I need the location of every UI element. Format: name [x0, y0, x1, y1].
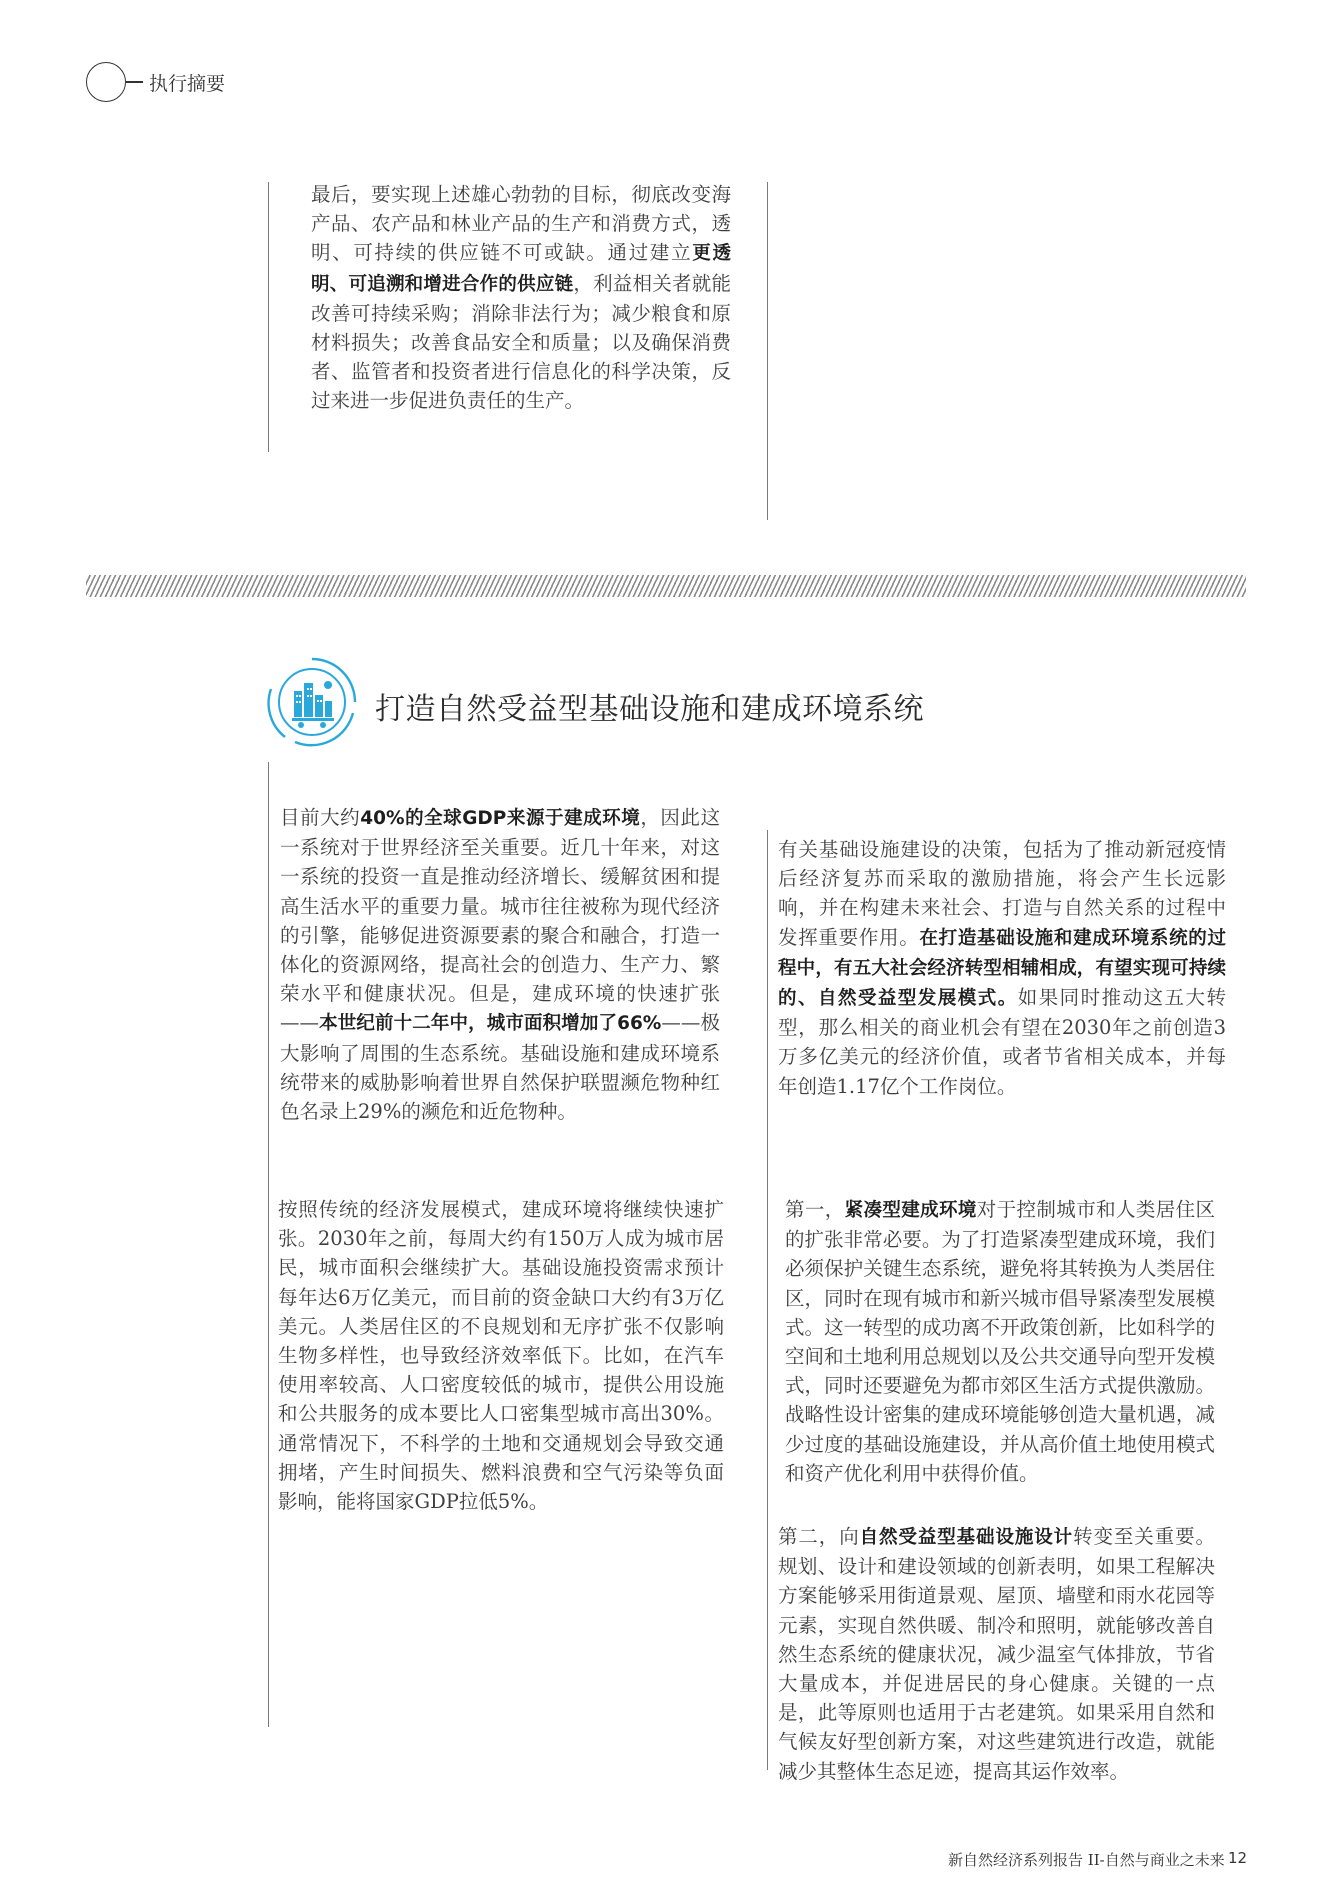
divider-line [268, 182, 269, 452]
bold-highlight: 本世纪前十二年中，城市面积增加了66% [319, 1013, 662, 1035]
bold-highlight: 在打造基础设施和建成环境系统的过程中，有五大社会经济转型相辅相成，有望实现可持续的、自然受益型发展模式。 [778, 927, 1226, 1010]
paragraph-supply-chain: 最后，要实现上述雄心勃勃的目标，彻底改变海产品、农产品和林业产品的生产和消费方式，透明、可持续的供应链不可或缺。通过建立更透明、可追溯和增进合作的供应链，利益相关者就能改善可持续采购；消除非法行为；减少粮食和原材料损失；改善食品安全和质量；以及确保消费者、监管者和投资者进行信息化的科学决策，反过来进一步促进负责任的生产。 [311, 183, 731, 413]
bold-highlight: 紧凑型建成环境 [844, 1200, 977, 1221]
page-number: 12 [1228, 1849, 1248, 1867]
divider-line [767, 182, 768, 520]
divider-line [268, 762, 269, 1727]
hatched-divider [86, 575, 1246, 597]
paragraph-compact-environment: 第一，紧凑型建成环境对于控制城市和人类居住区的扩张非常必要。为了打造紧凑型建成环境，我们必须保护关键生态系统，避免将其转换为人类居住区，同时在现有城市和新兴城市倡导紧凑型发展模式。这一转型的成功离不开政策创新，比如科学的空间和土地利用总规划以及公共交通导向型开发模式，同时还要避免为都市郊区生活方式提供激励。战略性设计密集的建成环境能够创造大量机遇，减少过度的基础设施建设，并从高价值土地使用模式和资产优化利用中获得价值。 [785, 1198, 1215, 1485]
section-title: 打造自然受益型基础设施和建成环境系统 [375, 692, 924, 727]
paragraph-nature-positive-design: 第二，向自然受益型基础设施设计转变至关重要。规划、设计和建设领域的创新表明，如果工程解决方案能够采用街道景观、屋顶、墙壁和雨水花园等元素，实现自然供暖、制冷和照明，就能够改善自然生态系统的健康状况，减少温室气体排放，节省大量成本，并促进居民的身心健康。关键的一点是，此等原则也适用于古老建筑。如果采用自然和气候友好型创新方案，对这些建筑进行改造，就能减少其整体生态足迹，提高其运作效率。 [778, 1525, 1215, 1783]
paragraph-traditional-model: 按照传统的经济发展模式，建成环境将继续快速扩张。2030年之前，每周大约有150万人成为城市居民，城市面积会继续扩大。基础设施投资需求预计每年达6万亿美元，而目前的资金缺口大约有3万亿美元。人类居住区的不良规划和无序扩张不仅影响生物多样性，也导致经济效率低下。比如，在汽车使用率较高、人口密度较低的城市，提供公用设施和公共服务的成本要比人口密集型城市高出30%。通常情况下，不科学的土地和交通规划会导致交通拥堵，产生时间损失、燃料浪费和空气污染等负面影响，能将国家GDP拉低5%。 [278, 1198, 724, 1514]
bold-highlight: 40%的全球GDP来源于建成环境 [360, 808, 641, 829]
paragraph-built-environment: 目前大约40%的全球GDP来源于建成环境，因此这一系统对于世界经济至关重要。近几十年来，对这一系统的投资一直是推动经济增长、缓解贫困和提高生活水平的重要力量。城市往往被称为现代经济的引擎，能够促进资源要素的聚合和融合，打造一体化的资源网络，提高社会的创造力、生产力、繁荣水平和健康状况。但是，建成环境的快速扩张——本世纪前十二年中，城市面积增加了66%——极大影响了周围的生态系统。基础设施和建成环境系统带来的威胁影响着世界自然保护联盟濒危物种红色名录上29%的濒危和近危物种。 [280, 806, 720, 1124]
bold-highlight: 自然受益型基础设施设计 [859, 1527, 1074, 1548]
report-title-footer: 新自然经济系列报告 II-自然与商业之未来 [948, 1851, 1225, 1869]
header-rule [126, 81, 143, 83]
header-title: 执行摘要 [149, 72, 226, 95]
bold-highlight: 更透明、可追溯和增进合作的供应链 [311, 243, 731, 295]
divider-line [767, 830, 768, 1770]
city-infrastructure-icon [265, 655, 359, 749]
page-header [86, 62, 225, 102]
paragraph-infrastructure-decisions: 有关基础设施建设的决策，包括为了推动新冠疫情后经济复苏而采取的激励措施，将会产生长远影响，并在构建未来社会、打造与自然关系的过程中发挥重要作用。在打造基础设施和建成环境系统的过程中，有五大社会经济转型相辅相成，有望实现可持续的、自然受益型发展模式。如果同时推动这五大转型，那么相关的商业机会有望在2030年之前创造3万多亿美元的经济价值，或者节省相关成本，并每年创造1.17亿个工作岗位。 [778, 838, 1226, 1098]
circle-icon [86, 62, 126, 102]
